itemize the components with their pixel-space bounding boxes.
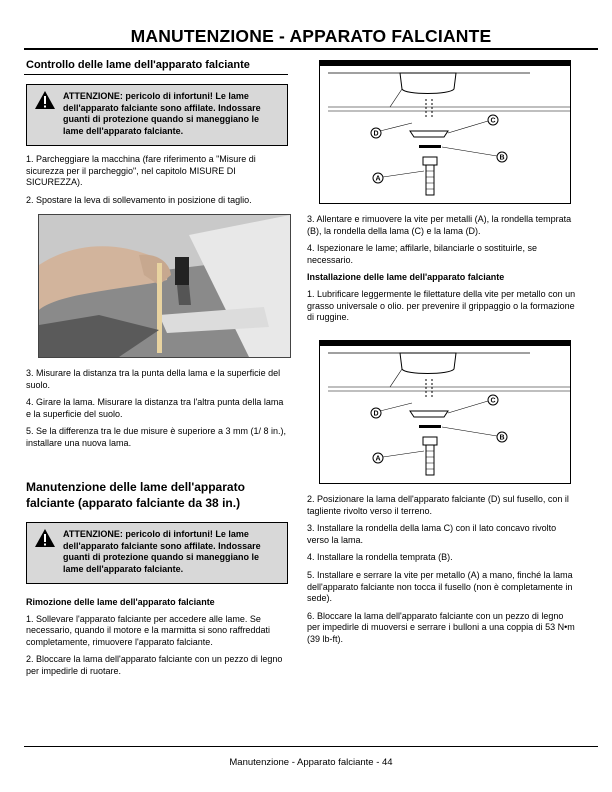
- step-1: 1. Parcheggiare la macchina (fare riferimento a "Misure di sicurezza per il parcheggio", nel capitolo MISURE DI SICUREZZA).: [26, 154, 256, 188]
- install-heading: Installazione delle lame dell'apparato falciante: [307, 272, 505, 283]
- label-c: C: [490, 397, 496, 405]
- step-2: 2. Spostare la leva di sollevamento in posizione di taglio.: [26, 194, 252, 205]
- left-section2-heading-wrap: [26, 480, 290, 511]
- left-steps-mid: [26, 368, 290, 456]
- warning-text-2: ATTENZIONE: pericolo di infortuni! Le lame dell'apparato falciante sono affilate. Indossare guanti di protezione quando si maneggiano le lame dell'apparato falciante.: [63, 529, 261, 574]
- removal-step-2: 2. Bloccare la lama dell'apparato falciante con un pezzo di legno per impedirle di ruotare.: [26, 654, 283, 676]
- removal-step-3: 3. Allentare e rimuovere la vite per metalli (A), la rondella temprata (B), la rondella della lama (C) e la lama (D).: [307, 214, 572, 236]
- left-removal: [26, 597, 290, 684]
- exploded-view-illustration: [320, 61, 570, 203]
- label-b: B: [499, 154, 505, 162]
- photo-illustration: [39, 215, 290, 357]
- install-step-3: 3. Installare la rondella della lama C) con il lato concavo rivolto verso la lama.: [307, 523, 557, 545]
- warning-icon: [34, 528, 56, 548]
- removal-step-1: 1. Sollevare l'apparato falciante per accedere alle lame. Se necessario, quando il motore e la marmitta si sono raffreddati completamente, rimuovere l'apparato falciante.: [26, 613, 270, 647]
- footer-divider: [24, 746, 598, 747]
- page-footer: Manutenzione - Apparato falciante - 44: [229, 757, 393, 768]
- step-5: 5. Se la differenza tra le due misure è superiore a 3 mm (1/ 8 in.), installare una nuova lama.: [26, 426, 286, 448]
- label-a: A: [375, 175, 381, 183]
- warning-box-2: [26, 522, 288, 584]
- warning-box-1: [26, 84, 288, 146]
- install-step-2: 2. Posizionare la lama dell'apparato falciante (D) sul fusello, con il tagliente rivolto verso il terreno.: [307, 494, 569, 516]
- install-step-1: 1. Lubrificare leggermente le filettature della vite per metallo con un grasso universale o olio. per prevenire il grippaggio o la formazione di ruggine.: [307, 288, 576, 323]
- removal-step-4: 4. Ispezionare le lame; affilarle, bilanciarle o sostituirle, se necessario.: [307, 243, 537, 265]
- label-d: D: [373, 410, 379, 418]
- blade-parts-diagram-1: [319, 60, 571, 204]
- step-4: 4. Girare la lama. Misurare la distanza tra l'altra punta della lama e la superficie del suolo.: [26, 397, 284, 419]
- label-d: D: [373, 130, 379, 138]
- left-section1-heading-wrap: [26, 58, 296, 72]
- label-a: A: [375, 455, 381, 463]
- install-step-6: 6. Bloccare la lama dell'apparato falciante con un pezzo di legno per impedirle di muoversi e serrare i bulloni a una coppia di 53 N•m (39 lb-ft).: [307, 610, 575, 644]
- install-step-5: 5. Installare e serrare la vite per metallo (A) a mano, finché la lama dell'apparato falciante non tocca il fusello (non è completamente in sede).: [307, 569, 573, 604]
- right-steps-top: [307, 214, 577, 330]
- warning-icon: [34, 90, 56, 110]
- step-3: 3. Misurare la distanza tra la punta della lama e la superficie del suolo.: [26, 368, 281, 390]
- install-step-4: 4. Installare la rondella temprata (B).: [307, 552, 453, 563]
- warning-text-1: ATTENZIONE: pericolo di infortuni! Le lame dell'apparato falciante sono affilate. Indossare guanti di protezione quando si maneggiano le lame dell'apparato falciante.: [63, 91, 261, 136]
- section2-heading: Manutenzione delle lame dell'apparato falciante (apparato falciante da 38 in.): [26, 480, 245, 510]
- blade-measure-photo: [38, 214, 291, 358]
- blade-parts-diagram-2: [319, 340, 571, 484]
- right-steps-bottom: [307, 494, 577, 652]
- heading-rule: [24, 74, 288, 75]
- section1-heading: Controllo delle lame dell'apparato falciante: [26, 59, 250, 71]
- page-title: MANUTENZIONE - APPARATO FALCIANTE: [130, 26, 492, 46]
- label-c: C: [490, 117, 496, 125]
- left-steps-top: [26, 154, 290, 212]
- removal-heading: Rimozione delle lame dell'apparato falciante: [26, 597, 215, 607]
- exploded-view-illustration: [320, 341, 570, 483]
- label-b: B: [499, 434, 505, 442]
- title-divider: [24, 48, 598, 50]
